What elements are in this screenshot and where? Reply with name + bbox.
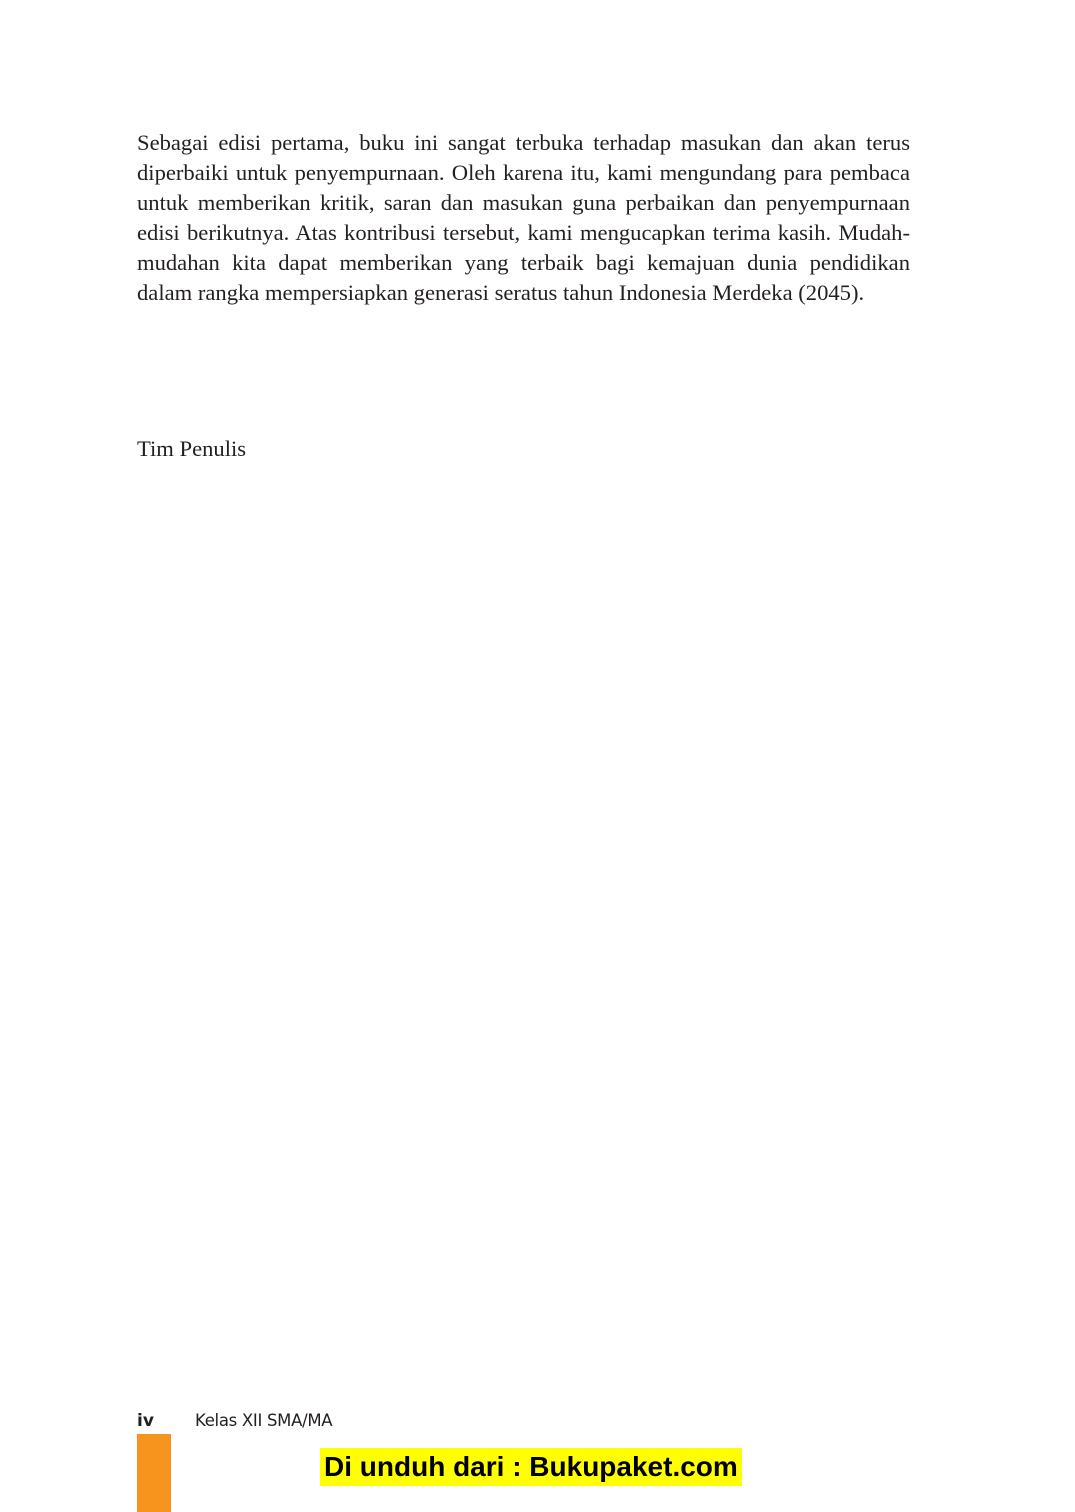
page-number: iv (137, 1411, 154, 1431)
author-signature: Tim Penulis (137, 436, 247, 461)
footer-accent-bar (137, 1434, 171, 1512)
preface-paragraph: Sebagai edisi pertama, buku ini sangat terbuka terhadap masukan dan akan terus diperbaiki untuk penyempurnaan. Oleh karena itu, kami mengundang para pembaca untuk memberikan kritik, saran dan masukan guna perbaikan dan penyempurnaan edisi berikutnya. Atas kontribusi tersebut, kami mengucapkan terima kasih. Mudah-mudahan kita dapat memberikan yang terbaik bagi kemajuan dunia pendidikan dalam rangka mempersiapkan generasi seratus tahun Indonesia Merdeka (2045). (137, 130, 910, 306)
download-source-banner: Di unduh dari : Bukupaket.com (320, 1448, 742, 1486)
book-title: Kelas XII SMA/MA (195, 1411, 333, 1430)
